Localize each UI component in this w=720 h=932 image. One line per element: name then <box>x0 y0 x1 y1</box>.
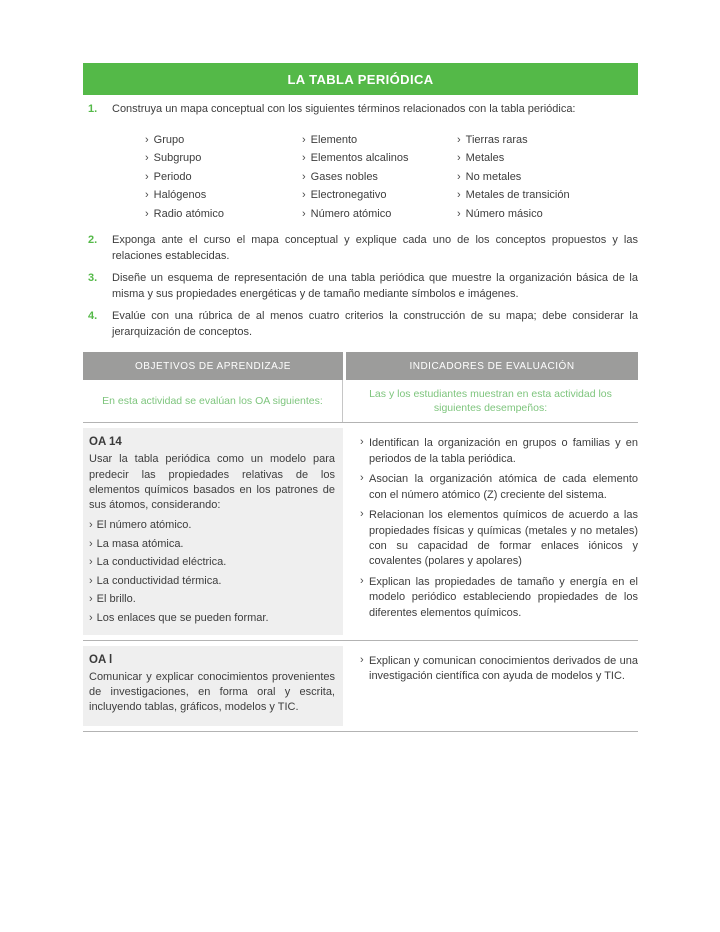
activity-number: 4. <box>88 310 98 323</box>
angle-bullet-icon: › <box>302 152 306 165</box>
activity-text: Construya un mapa conceptual con los siguientes términos relacionados con la tabla periódica: <box>112 103 576 115</box>
table-header-indicadores-label: INDICADORES DE EVALUACIÓN <box>409 360 575 372</box>
angle-bullet-icon: › <box>89 611 93 624</box>
page-title-label: LA TABLA PERIÓDICA <box>287 71 434 87</box>
terms-column-2 <box>302 131 457 224</box>
angle-bullet-icon: › <box>145 207 149 220</box>
oa-bullet-item <box>89 574 335 588</box>
term-item <box>302 205 457 224</box>
angle-bullet-icon: › <box>145 189 149 202</box>
table-row-oal <box>83 646 638 726</box>
activity-number: 1. <box>88 103 98 115</box>
table-header-objetivos-label: OBJETIVOS DE APRENDIZAJE <box>135 360 291 372</box>
activity-item-1 <box>83 102 638 118</box>
activity-text: Evalúe con una rúbrica de al menos cuatro criterios la construcción de su mapa; debe considerar la jerarquización de conceptos. <box>112 310 638 338</box>
term-label: Electronegativo <box>310 189 387 202</box>
terms-column-3 <box>457 131 638 224</box>
terms-grid <box>145 131 638 224</box>
term-item <box>457 131 638 150</box>
oa-indicators-table <box>83 352 638 731</box>
table-row-oa14 <box>83 428 638 634</box>
oa-bullet-label: La masa atómica. <box>96 537 184 550</box>
oa-bullet-item <box>89 537 335 551</box>
table-header-row <box>83 352 638 380</box>
term-item <box>145 131 302 150</box>
oa-bullet-item <box>89 518 335 532</box>
angle-bullet-icon: › <box>145 170 149 183</box>
term-item <box>302 149 457 168</box>
table-header-objetivos <box>83 352 343 380</box>
angle-bullet-icon: › <box>302 170 306 183</box>
term-label: Metales <box>465 152 505 165</box>
angle-bullet-icon: › <box>89 574 93 587</box>
terms-column-1 <box>145 131 302 224</box>
angle-bullet-icon: › <box>457 152 461 165</box>
oa-bullet-label: La conductividad térmica. <box>96 574 222 587</box>
oa-bullet-item <box>89 611 335 625</box>
term-label: Gases nobles <box>310 170 378 183</box>
activity-item-2 <box>83 233 638 264</box>
term-label: Grupo <box>153 133 185 146</box>
angle-bullet-icon: › <box>457 189 461 202</box>
term-label: Halógenos <box>153 189 207 202</box>
angle-bullet-icon: › <box>302 207 306 220</box>
oal-cell <box>83 646 343 726</box>
term-item <box>457 186 638 205</box>
subheader-objetivos <box>83 380 343 422</box>
angle-bullet-icon: › <box>89 537 93 550</box>
angle-bullet-icon: › <box>457 207 461 220</box>
indicator-item <box>360 472 638 503</box>
term-item <box>457 168 638 187</box>
oa-code: OA l <box>89 653 113 666</box>
subheader-objetivos-label: En esta actividad se evalúan los OA siguientes: <box>102 395 323 408</box>
angle-bullet-icon: › <box>89 556 93 569</box>
subheader-indicadores <box>343 380 638 422</box>
page-title <box>83 63 638 95</box>
oa-bullet-label: El número atómico. <box>96 519 192 532</box>
oa-bullet-item <box>89 592 335 606</box>
term-label: Elementos alcalinos <box>310 152 409 165</box>
table-subheader-row <box>83 380 638 423</box>
oa14-indicators-cell <box>343 428 638 634</box>
term-item <box>457 205 638 224</box>
term-label: Periodo <box>153 170 192 183</box>
oa-description: Comunicar y explicar conocimientos provenientes de investigaciones, en forma oral y escrita, incluyendo tablas, gráficos, modelos y TIC. <box>89 670 335 714</box>
indicator-item <box>360 508 638 570</box>
angle-bullet-icon: › <box>302 189 306 202</box>
angle-bullet-icon: › <box>89 593 93 606</box>
term-label: Número atómico <box>310 207 392 220</box>
term-label: Radio atómico <box>153 207 224 220</box>
oa-bullet-label: Los enlaces que se pueden formar. <box>96 611 269 624</box>
indicator-text: Asocian la organización atómica de cada elemento con el número atómico (Z) creciente del sistema. <box>369 473 638 501</box>
term-label: Número másico <box>465 207 543 220</box>
term-item <box>302 186 457 205</box>
angle-bullet-icon: › <box>457 133 461 146</box>
oa14-cell <box>83 428 343 634</box>
term-item <box>457 149 638 168</box>
worksheet-page <box>83 63 638 732</box>
angle-bullet-icon: › <box>360 436 364 449</box>
indicator-item <box>360 436 638 467</box>
oa-description: Usar la tabla periódica como un modelo para predecir las propiedades relativas de los elementos químicos basados en los patrones de sus átomos, considerando: <box>89 453 335 512</box>
activity-item-4 <box>83 309 638 340</box>
table-bottom-line <box>83 731 638 732</box>
term-item <box>145 186 302 205</box>
oa-bullet-item <box>89 555 335 569</box>
indicator-text: Identifican la organización en grupos o familias y en periodos de la tabla periódica. <box>369 437 638 465</box>
indicator-text: Explican y comunican conocimientos derivados de una investigación científica con ayuda de modelos y TIC. <box>369 654 638 683</box>
angle-bullet-icon: › <box>89 519 93 532</box>
term-item <box>302 168 457 187</box>
term-label: No metales <box>465 170 522 183</box>
indicator-text: Explican las propiedades de tamaño y energía en el modelo periódico estableciendo propiedades de los diferentes elementos químicos. <box>369 575 638 619</box>
term-label: Metales de transición <box>465 189 570 202</box>
activity-number: 2. <box>88 234 98 247</box>
indicator-text: Relacionan los elementos químicos de acuerdo a las propiedades físicas y químicas (metales y no metales) con su capacidad de formar enlaces iónicos y covalentes (polares y apolares) <box>369 509 638 568</box>
term-label: Elemento <box>310 133 358 146</box>
activity-text: Exponga ante el curso el mapa conceptual y explique cada uno de los conceptos propuestos y las relaciones establecidas. <box>112 234 638 262</box>
activity-number: 3. <box>88 272 98 285</box>
indicator-item <box>360 654 638 685</box>
oa-code: OA 14 <box>89 436 122 449</box>
angle-bullet-icon: › <box>360 653 364 666</box>
term-item <box>145 205 302 224</box>
term-label: Tierras raras <box>465 133 528 146</box>
angle-bullet-icon: › <box>457 170 461 183</box>
term-item <box>302 131 457 150</box>
indicator-item <box>360 575 638 621</box>
angle-bullet-icon: › <box>360 574 364 587</box>
angle-bullet-icon: › <box>145 152 149 165</box>
oa-bullet-label: La conductividad eléctrica. <box>96 556 227 569</box>
activity-item-3 <box>83 271 638 302</box>
oal-indicators-cell <box>343 646 638 726</box>
term-item <box>145 149 302 168</box>
subheader-indicadores-label: Las y los estudiantes muestran en esta actividad los siguientes desempeños: <box>369 388 612 415</box>
term-item <box>145 168 302 187</box>
angle-bullet-icon: › <box>145 133 149 146</box>
activity-text: Diseñe un esquema de representación de una tabla periódica que muestre la organización básica de la misma y sus propiedades energéticas y de tamaño mediante símbolos e imágenes. <box>112 272 638 300</box>
oa-bullet-label: El brillo. <box>96 593 136 606</box>
angle-bullet-icon: › <box>360 508 364 521</box>
angle-bullet-icon: › <box>302 133 306 146</box>
table-header-indicadores <box>346 352 638 380</box>
angle-bullet-icon: › <box>360 472 364 485</box>
term-label: Subgrupo <box>153 152 202 165</box>
